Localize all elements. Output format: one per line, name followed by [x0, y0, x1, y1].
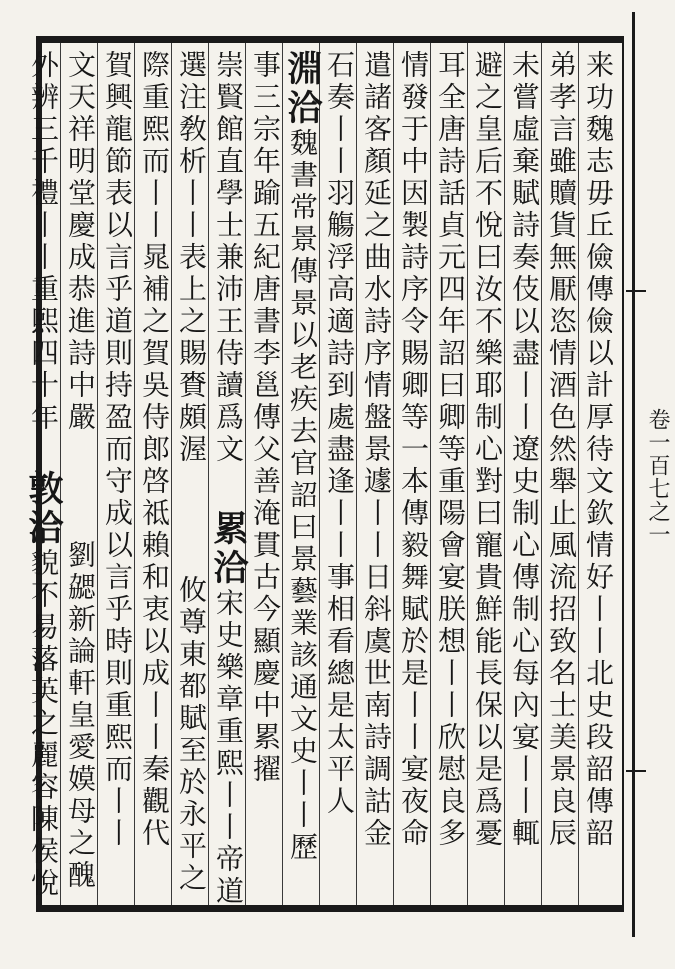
text-column-7: 遣諸客顏延之曲水詩序情盤景遽丨丨日斜虞世南詩調詁金 — [360, 50, 393, 850]
column-rule — [541, 43, 542, 905]
text-column-4: 避之皇后不悅曰汝不樂耶制心對曰寵貴鮮能長保以是爲憂 — [471, 50, 504, 850]
column-rule — [393, 43, 394, 905]
entry-text: 貌不易落英之麗容陳侯悅 — [27, 548, 60, 900]
text-column-16-bottom — [23, 470, 64, 905]
column-rule — [578, 43, 579, 905]
entry-heading: 敦洽 — [23, 470, 64, 548]
entry-text: 宋史樂章重熙丨丨帝道 — [212, 588, 245, 908]
entry-heading: 淵洽 — [282, 50, 323, 128]
text-column-11-bottom — [208, 510, 249, 908]
text-column-13: 際重熙而丨丨晁補之賀吳侍郎啓祗賴和衷以成丨丨秦觀代 — [138, 50, 171, 850]
column-rule — [97, 43, 98, 905]
text-column-1: 来功魏志毋丘儉傳儉以計厚待文欽情好丨丨北史段韶傳韶 — [582, 50, 615, 850]
text-column-9 — [282, 50, 323, 905]
column-rule — [208, 43, 209, 905]
column-rule — [134, 43, 135, 905]
text-column-10: 事三宗年踰五紀唐書李邕傳父善淹貫古今顯慶中累擢 — [249, 50, 282, 786]
margin-label: 卷一百七之一 — [645, 408, 670, 546]
margin-tick — [626, 290, 646, 292]
column-rule — [467, 43, 468, 905]
text-column-6: 情發于中因製詩序令賜卿等一本傳毅舞賦於是丨丨宴夜命 — [397, 50, 430, 850]
text-column-3: 未嘗虛棄賦詩奏伎以盡丨丨遼史制心傳制心每內宴丨丨輒 — [508, 50, 541, 850]
text-column-11-top: 崇賢館直學士兼沛王侍讀爲文 — [212, 50, 245, 466]
text-column-8: 石奏丨丨羽觴浮高適詩到處盡逢丨丨事相看總是太平人 — [323, 50, 356, 818]
entry-heading: 累洽 — [208, 510, 249, 588]
text-column-16-top: 外辨三千禮丨丨重熙四十年 — [27, 50, 60, 434]
margin-tick — [626, 770, 646, 772]
text-column-12-top: 選注敎析丨丨表上之賜賚頗渥 — [175, 50, 208, 466]
margin-rule — [632, 12, 635, 937]
column-rule — [356, 43, 357, 905]
entry-text: 魏書常景傳景以老疾去官詔曰景藝業該通文史丨丨歷 — [286, 128, 319, 864]
text-column-5: 耳全唐詩話貞元四年詔曰卿等重陽會宴朕想丨丨欣慰良多 — [434, 50, 467, 850]
column-rule — [282, 43, 283, 905]
text-column-15-top: 文天祥明堂慶成恭進詩中嚴 — [64, 50, 97, 434]
text-column-14: 賀興龍節表以言乎道則持盈而守成以言乎時則重熙而丨丨 — [101, 50, 134, 850]
column-rule — [504, 43, 505, 905]
text-column-15-bottom: 劉勰新論軒皇愛嫫母之醜 — [64, 540, 97, 892]
column-rule — [245, 43, 246, 905]
column-rule — [171, 43, 172, 905]
column-rule — [430, 43, 431, 905]
text-column-12-bottom: 攸尊東都賦至於永平之 — [175, 575, 208, 895]
column-rule — [319, 43, 320, 905]
text-column-2: 弟孝言雖贖貨無厭恣情酒色然舉止風流招致名士美景良辰 — [545, 50, 578, 850]
